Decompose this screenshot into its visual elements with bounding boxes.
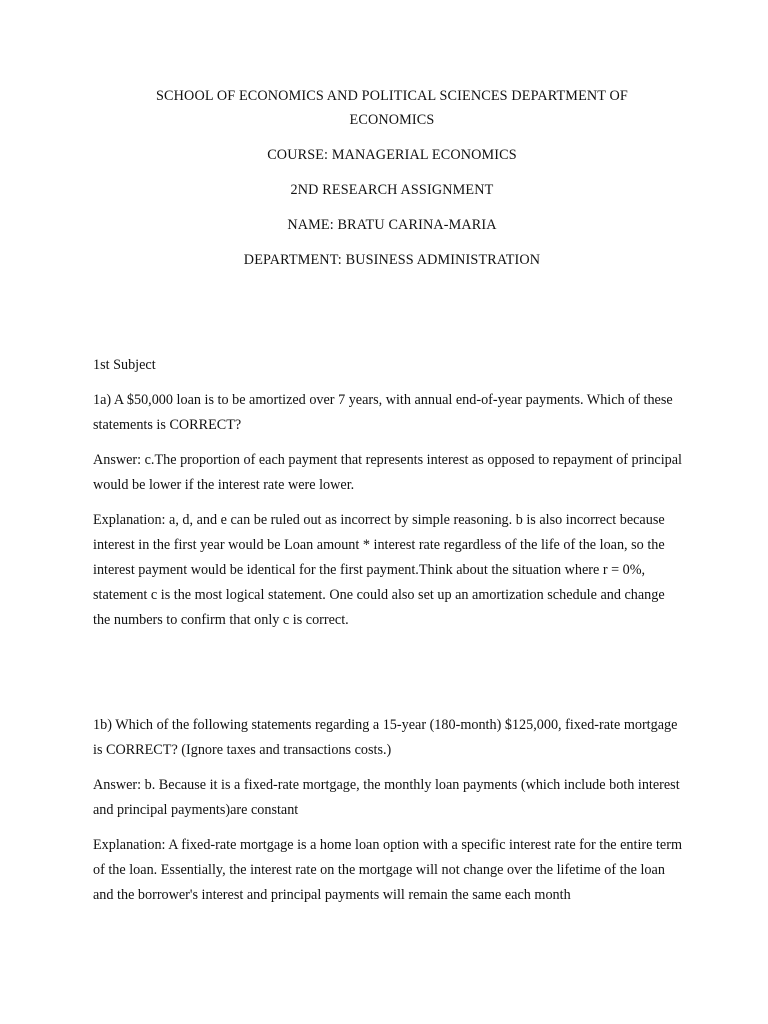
subject-heading: 1st Subject	[93, 357, 156, 373]
question-1a-text: 1a) A $50,000 loan is to be amortized over 7 years, with annual end-of-year payments. Which of these statements is CORRECT?	[93, 392, 673, 433]
course-line: COURSE: MANAGERIAL ECONOMICS	[267, 147, 517, 163]
school-name-line-1: SCHOOL OF ECONOMICS AND POLITICAL SCIENCES DEPARTMENT OF	[156, 88, 628, 104]
question-1b-block	[93, 713, 683, 763]
subject-heading-block	[93, 353, 683, 378]
answer-1a-block	[93, 448, 683, 498]
explanation-1b-block	[93, 833, 683, 908]
answer-1a-text: Answer: c.The proportion of each payment that represents interest as opposed to repayment of principal would be lower if the interest rate were lower.	[93, 452, 682, 493]
explanation-1a-block	[93, 508, 683, 633]
school-name-line-2: ECONOMICS	[349, 112, 435, 128]
explanation-1b-text: Explanation: A fixed-rate mortgage is a home loan option with a specific interest rate for the entire term of the loan. Essentially, the interest rate on the mortgage will not change over the lifetime of the loan and the borrower's interest and principal payments will remain the same each month	[93, 837, 682, 903]
answer-1b-block	[93, 773, 683, 823]
title-block	[92, 84, 692, 272]
question-1b-text: 1b) Which of the following statements regarding a 15-year (180-month) $125,000, fixed-rate mortgage is CORRECT? (Ignore taxes and transactions costs.)	[93, 717, 678, 758]
answer-1b-text: Answer: b. Because it is a fixed-rate mortgage, the monthly loan payments (which include both interest and principal payments)are constant	[93, 777, 680, 818]
question-1a-block	[93, 388, 683, 438]
student-name-line: NAME: BRATU CARINA-MARIA	[287, 217, 497, 233]
explanation-1a-text: Explanation: a, d, and e can be ruled out as incorrect by simple reasoning. b is also incorrect because interest in the first year would be Loan amount * interest rate regardless of the life of the loan, so the interest payment would be identical for the first payment.Think about the situation where r = 0%, statement c is the most logical statement. One could also set up an amortization schedule and change the numbers to confirm that only c is correct.	[93, 512, 665, 628]
department-line: DEPARTMENT: BUSINESS ADMINISTRATION	[243, 252, 541, 268]
assignment-line: 2ND RESEARCH ASSIGNMENT	[290, 182, 494, 198]
